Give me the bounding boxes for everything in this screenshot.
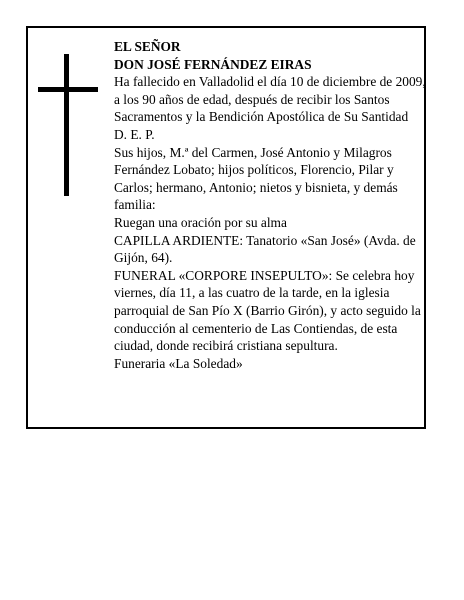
cross-horizontal-bar bbox=[38, 87, 98, 92]
cross-vertical-bar bbox=[64, 54, 69, 196]
funeral-info: FUNERAL «CORPORE INSEPULTO»: Se celebra hoy viernes, día 11, a las cuatro de la tarde, en la iglesia parroquial de San Pío X (Barrio Girón), y acto seguido la conducción al cementerio de Las Contiendas, de esta ciudad, donde recibirá cristiana sepultura. bbox=[114, 267, 421, 354]
notice-title-line1: EL SEÑOR bbox=[114, 39, 181, 54]
family-list: Sus hijos, M.ª del Carmen, José Antonio y Milagros Fernández Lobato; hijos políticos, Florencio, Pilar y Carlos; hermano, Antonio; nietos y bisnieta, y demás familia: bbox=[114, 144, 398, 213]
rip-line: D. E. P. bbox=[114, 126, 155, 142]
death-announcement: Ha fallecido en Valladolid el día 10 de diciembre de 2009, a los 90 años de edad, después de recibir los Santos Sacramentos y la Bendición Apostólica de Su Santidad bbox=[114, 74, 426, 125]
cross-icon bbox=[38, 54, 98, 196]
notice-title-line2: DON JOSÉ FERNÁNDEZ EIRAS bbox=[114, 56, 312, 72]
chapel-info: CAPILLA ARDIENTE: Tanatorio «San José» (Avda. de Gijón, 64). bbox=[114, 232, 416, 266]
prayer-request: Ruegan una oración por su alma bbox=[114, 214, 287, 230]
funeral-home: Funeraria «La Soledad» bbox=[114, 355, 243, 371]
notice-body bbox=[114, 38, 428, 372]
